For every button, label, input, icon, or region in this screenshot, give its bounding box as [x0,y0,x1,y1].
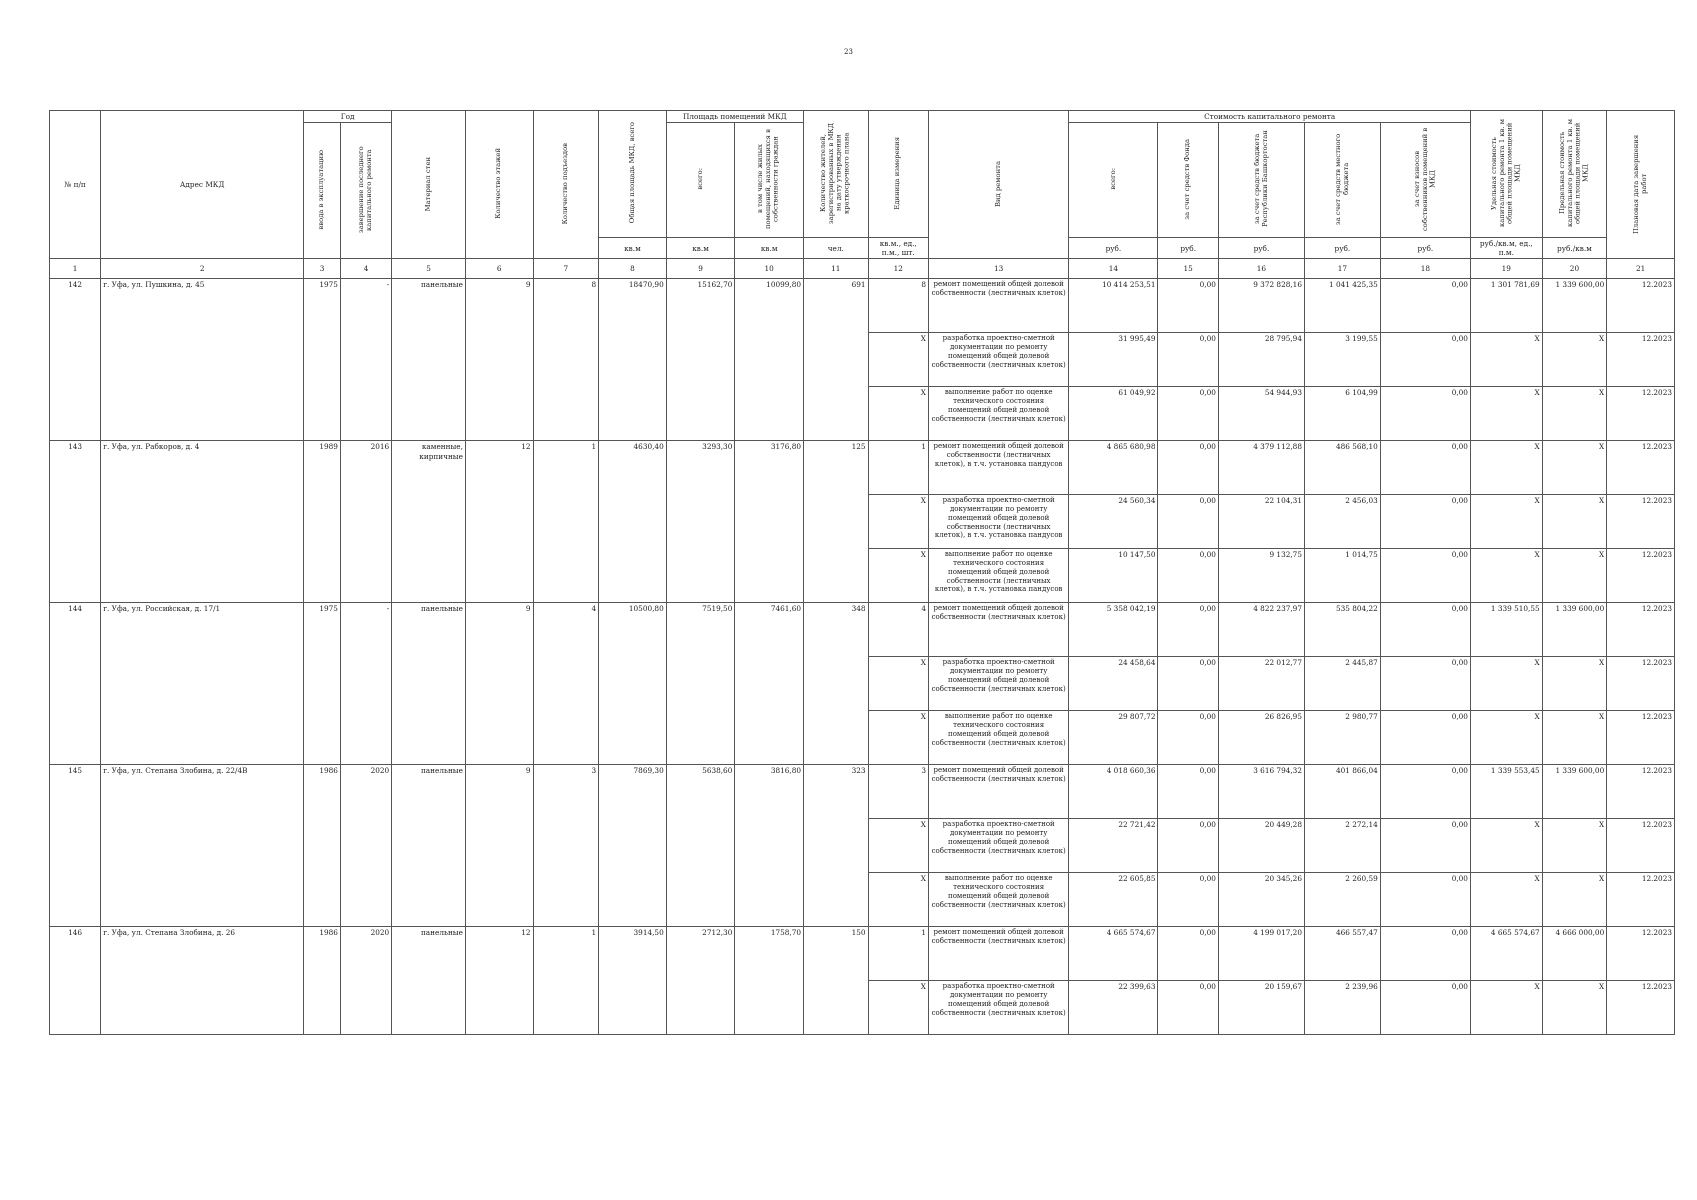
header-total-area: Общая площадь МКД, всего [599,111,667,238]
unit-cost-cell: 1 339 510,55 [1470,603,1542,657]
plan-date-cell: 12.2023 [1607,495,1675,549]
unit-cost-cell: X [1470,873,1542,927]
cost-local-cell: 2 239,96 [1304,981,1380,1035]
cost-owners-cell: 0,00 [1380,765,1470,819]
cost-local-cell: 2 980,77 [1304,711,1380,765]
unit-cell: X [868,819,928,873]
work-type-cell: разработка проектно-сметной документации по ремонту помещений общей долевой собственности (лестничных клеток) [928,333,1068,387]
cost-local-cell: 401 866,04 [1304,765,1380,819]
header-entrances: Количество подъездов [533,111,599,259]
column-number: 14 [1069,259,1158,279]
cost-fund-cell: 0,00 [1158,927,1218,981]
wall-material-cell: панельные [392,279,466,441]
table-row [50,279,1675,333]
cost-local-cell: 1 041 425,35 [1304,279,1380,333]
cost-total-cell: 4 665 574,67 [1069,927,1158,981]
premises-owned-cell: 10099,80 [735,279,804,441]
cost-fund-cell: 0,00 [1158,981,1218,1035]
unit-rub-1: руб. [1069,238,1158,259]
cost-total-cell: 10 147,50 [1069,549,1158,603]
column-number: 16 [1218,259,1304,279]
premises-owned-cell: 3816,80 [735,765,804,927]
work-type-cell: ремонт помещений общей долевой собственности (лестничных клеток), в т.ч. установка пандусов [928,441,1068,495]
column-number: 21 [1607,259,1675,279]
header-cost-rb: за счет средств бюджета Республики Башкортостан [1218,123,1304,238]
column-number: 6 [465,259,533,279]
unit-cell: X [868,549,928,603]
year-last-repair-cell: 2020 [340,927,391,1035]
column-number: 9 [666,259,735,279]
max-cost-cell: X [1542,387,1607,441]
max-cost-cell: 1 339 600,00 [1542,765,1607,819]
cost-fund-cell: 0,00 [1158,657,1218,711]
row-number: 145 [50,765,101,927]
total-area-cell: 4630,40 [599,441,667,603]
cost-owners-cell: 0,00 [1380,981,1470,1035]
column-number: 17 [1304,259,1380,279]
unit-cell: X [868,387,928,441]
entrances-cell: 8 [533,279,599,441]
unit-cell: X [868,333,928,387]
cost-total-cell: 22 605,85 [1069,873,1158,927]
max-cost-cell: X [1542,333,1607,387]
cost-fund-cell: 0,00 [1158,603,1218,657]
row-number: 146 [50,927,101,1035]
cost-rb-cell: 22 012,77 [1218,657,1304,711]
unit-cell: X [868,873,928,927]
cost-total-cell: 24 458,64 [1069,657,1158,711]
unit-cost-cell: X [1470,387,1542,441]
work-type-cell: разработка проектно-сметной документации по ремонту помещений общей долевой собственности (лестничных клеток), в т.ч. установка пандусов [928,495,1068,549]
work-type-cell: разработка проектно-сметной документации по ремонту помещений общей долевой собственности (лестничных клеток) [928,981,1068,1035]
max-cost-cell: X [1542,819,1607,873]
cost-owners-cell: 0,00 [1380,657,1470,711]
cost-fund-cell: 0,00 [1158,765,1218,819]
cost-fund-cell: 0,00 [1158,387,1218,441]
unit-rub-per: руб./кв.м, ед., п.м. [1470,238,1542,259]
year-last-repair-cell: - [340,279,391,441]
entrances-cell: 1 [533,927,599,1035]
plan-date-cell: 12.2023 [1607,333,1675,387]
cost-rb-cell: 4 822 237,97 [1218,603,1304,657]
residents-cell: 323 [804,765,869,927]
column-number: 18 [1380,259,1470,279]
unit-rub-sqm: руб./кв.м [1542,238,1607,259]
cost-local-cell: 2 456,03 [1304,495,1380,549]
header-cost-total: всего: [1069,123,1158,238]
unit-rub-5: руб. [1380,238,1470,259]
cost-total-cell: 5 358 042,19 [1069,603,1158,657]
column-number: 13 [928,259,1068,279]
cost-rb-cell: 20 345,26 [1218,873,1304,927]
column-number: 10 [735,259,804,279]
plan-date-cell: 12.2023 [1607,981,1675,1035]
cost-local-cell: 6 104,99 [1304,387,1380,441]
address-cell: г. Уфа, ул. Российская, д. 17/1 [101,603,304,765]
unit-cell: 4 [868,603,928,657]
cost-local-cell: 486 568,10 [1304,441,1380,495]
cost-fund-cell: 0,00 [1158,549,1218,603]
cost-rb-cell: 28 795,94 [1218,333,1304,387]
column-number: 15 [1158,259,1218,279]
cost-rb-cell: 26 826,95 [1218,711,1304,765]
header-plan-date: Плановая дата завершения работ [1607,111,1675,259]
cost-owners-cell: 0,00 [1380,441,1470,495]
header-cost-fund: за счет средств Фонда [1158,123,1218,238]
work-type-cell: выполнение работ по оценке технического состояния помещений общей долевой собственности (лестничных клеток) [928,711,1068,765]
header-premises-total: всего: [666,123,735,238]
unit-sqm-3: кв.м [735,238,804,259]
plan-date-cell: 12.2023 [1607,873,1675,927]
header-max-cost: Предельная стоимость капитального ремонта 1 кв. м общей площади помещений МКД [1542,111,1607,238]
wall-material-cell: панельные [392,927,466,1035]
table-row [50,927,1675,981]
cost-fund-cell: 0,00 [1158,441,1218,495]
header-unit: Единица измерения [868,111,928,238]
plan-date-cell: 12.2023 [1607,819,1675,873]
cost-rb-cell: 9 372 828,16 [1218,279,1304,333]
cost-local-cell: 535 804,22 [1304,603,1380,657]
cost-owners-cell: 0,00 [1380,819,1470,873]
max-cost-cell: X [1542,873,1607,927]
unit-cell: X [868,981,928,1035]
premises-owned-cell: 1758,70 [735,927,804,1035]
entrances-cell: 3 [533,765,599,927]
max-cost-cell: X [1542,549,1607,603]
unit-cost-cell: X [1470,333,1542,387]
cost-owners-cell: 0,00 [1380,549,1470,603]
unit-cell: 1 [868,927,928,981]
work-type-cell: ремонт помещений общей долевой собственности (лестничных клеток) [928,765,1068,819]
header-premises: Площадь помещений МКД [666,111,803,123]
page-number: 23 [844,48,853,56]
cost-total-cell: 22 721,42 [1069,819,1158,873]
max-cost-cell: X [1542,441,1607,495]
premises-total-cell: 3293,30 [666,441,735,603]
work-type-cell: ремонт помещений общей долевой собственности (лестничных клеток) [928,927,1068,981]
column-numbers-row [50,259,1675,279]
cost-local-cell: 3 199,55 [1304,333,1380,387]
work-type-cell: ремонт помещений общей долевой собственности (лестничных клеток) [928,279,1068,333]
year-commission-cell: 1986 [304,765,341,927]
year-commission-cell: 1975 [304,279,341,441]
unit-cost-cell: X [1470,819,1542,873]
floors-cell: 12 [465,441,533,603]
column-number: 1 [50,259,101,279]
header-cost-local: за счет средств местного бюджета [1304,123,1380,238]
entrances-cell: 1 [533,441,599,603]
plan-date-cell: 12.2023 [1607,549,1675,603]
header-address: Адрес МКД [101,111,304,259]
cost-owners-cell: 0,00 [1380,279,1470,333]
column-number: 20 [1542,259,1607,279]
plan-date-cell: 12.2023 [1607,279,1675,333]
row-number: 142 [50,279,101,441]
unit-rub-2: руб. [1158,238,1218,259]
repair-plan-table [49,110,1675,1035]
unit-cell: X [868,495,928,549]
row-number: 143 [50,441,101,603]
cost-total-cell: 4 018 660,36 [1069,765,1158,819]
column-number: 2 [101,259,304,279]
cost-owners-cell: 0,00 [1380,711,1470,765]
plan-date-cell: 12.2023 [1607,387,1675,441]
cost-total-cell: 10 414 253,51 [1069,279,1158,333]
plan-date-cell: 12.2023 [1607,927,1675,981]
wall-material-cell: панельные [392,765,466,927]
address-cell: г. Уфа, ул. Рабкоров, д. 4 [101,441,304,603]
premises-total-cell: 7519,50 [666,603,735,765]
total-area-cell: 10500,80 [599,603,667,765]
wall-material-cell: каменные, кирпичные [392,441,466,603]
header-unit-cost: Удельная стоимость капитального ремонта 1 кв. м общей площади помещений МКД [1470,111,1542,238]
premises-owned-cell: 7461,60 [735,603,804,765]
entrances-cell: 4 [533,603,599,765]
unit-sqm-2: кв.м [666,238,735,259]
work-type-cell: выполнение работ по оценке технического состояния помещений общей долевой собственности (лестничных клеток), в т.ч. установка пандусов [928,549,1068,603]
year-last-repair-cell: 2016 [340,441,391,603]
cost-total-cell: 61 049,92 [1069,387,1158,441]
work-type-cell: разработка проектно-сметной документации по ремонту помещений общей долевой собственности (лестничных клеток) [928,819,1068,873]
max-cost-cell: X [1542,981,1607,1035]
cost-local-cell: 2 445,87 [1304,657,1380,711]
unit-rub-4: руб. [1304,238,1380,259]
cost-rb-cell: 20 159,67 [1218,981,1304,1035]
unit-people: чел. [804,238,869,259]
cost-owners-cell: 0,00 [1380,495,1470,549]
column-number: 11 [804,259,869,279]
plan-date-cell: 12.2023 [1607,765,1675,819]
header-year-last-repair: завершение последнего капитального ремонта [340,123,391,259]
cost-fund-cell: 0,00 [1158,333,1218,387]
plan-date-cell: 12.2023 [1607,711,1675,765]
unit-sqm: кв.м [599,238,667,259]
residents-cell: 691 [804,279,869,441]
header-floors: Количество этажей [465,111,533,259]
cost-total-cell: 31 995,49 [1069,333,1158,387]
year-commission-cell: 1986 [304,927,341,1035]
year-last-repair-cell: - [340,603,391,765]
unit-measure: кв.м., ед., п.м., шт. [868,238,928,259]
column-number: 3 [304,259,341,279]
work-type-cell: разработка проектно-сметной документации по ремонту помещений общей долевой собственности (лестничных клеток) [928,657,1068,711]
unit-cost-cell: X [1470,981,1542,1035]
header-cost: Стоимость капитального ремонта [1069,111,1471,123]
cost-rb-cell: 3 616 794,32 [1218,765,1304,819]
column-number: 12 [868,259,928,279]
plan-date-cell: 12.2023 [1607,603,1675,657]
header-residents: Количество жителей, зарегистрированных в МКД на дату утверждения краткосрочного плана [804,111,869,238]
cost-owners-cell: 0,00 [1380,387,1470,441]
unit-cell: 1 [868,441,928,495]
year-last-repair-cell: 2020 [340,765,391,927]
max-cost-cell: 1 339 600,00 [1542,279,1607,333]
table-body [50,279,1675,1035]
residents-cell: 348 [804,603,869,765]
unit-cost-cell: X [1470,495,1542,549]
max-cost-cell: 1 339 600,00 [1542,603,1607,657]
cost-rb-cell: 54 944,93 [1218,387,1304,441]
floors-cell: 9 [465,765,533,927]
unit-cost-cell: X [1470,549,1542,603]
row-number: 144 [50,603,101,765]
cost-total-cell: 24 560,34 [1069,495,1158,549]
column-number: 8 [599,259,667,279]
cost-rb-cell: 4 379 112,88 [1218,441,1304,495]
header-year: Год [304,111,392,123]
cost-rb-cell: 4 199 017,20 [1218,927,1304,981]
unit-cost-cell: 1 301 781,69 [1470,279,1542,333]
table-row [50,765,1675,819]
floors-cell: 9 [465,603,533,765]
cost-total-cell: 22 399,63 [1069,981,1158,1035]
cost-local-cell: 2 272,14 [1304,819,1380,873]
plan-date-cell: 12.2023 [1607,657,1675,711]
unit-cost-cell: 1 339 553,45 [1470,765,1542,819]
plan-date-cell: 12.2023 [1607,441,1675,495]
column-number: 19 [1470,259,1542,279]
header-no: № п/п [50,111,101,259]
max-cost-cell: 4 666 000,00 [1542,927,1607,981]
cost-rb-cell: 9 132,75 [1218,549,1304,603]
work-type-cell: ремонт помещений общей долевой собственности (лестничных клеток) [928,603,1068,657]
cost-local-cell: 466 557,47 [1304,927,1380,981]
header-cost-owners: за счет взносов собственников помещений в МКД [1380,123,1470,238]
total-area-cell: 18470,90 [599,279,667,441]
cost-owners-cell: 0,00 [1380,873,1470,927]
cost-fund-cell: 0,00 [1158,819,1218,873]
column-number: 4 [340,259,391,279]
work-type-cell: выполнение работ по оценке технического состояния помещений общей долевой собственности (лестничных клеток) [928,387,1068,441]
total-area-cell: 3914,50 [599,927,667,1035]
address-cell: г. Уфа, ул. Степана Злобина, д. 22/4В [101,765,304,927]
premises-total-cell: 2712,30 [666,927,735,1035]
table-row [50,603,1675,657]
address-cell: г. Уфа, ул. Пушкина, д. 45 [101,279,304,441]
max-cost-cell: X [1542,657,1607,711]
cost-total-cell: 4 865 680,98 [1069,441,1158,495]
cost-fund-cell: 0,00 [1158,279,1218,333]
header-work-type: Вид ремонта [928,111,1068,259]
cost-total-cell: 29 807,72 [1069,711,1158,765]
cost-fund-cell: 0,00 [1158,495,1218,549]
max-cost-cell: X [1542,711,1607,765]
column-number: 5 [392,259,466,279]
floors-cell: 12 [465,927,533,1035]
cost-local-cell: 1 014,75 [1304,549,1380,603]
floors-cell: 9 [465,279,533,441]
unit-cost-cell: X [1470,711,1542,765]
premises-total-cell: 5638,60 [666,765,735,927]
cost-owners-cell: 0,00 [1380,927,1470,981]
residents-cell: 125 [804,441,869,603]
unit-cell: X [868,657,928,711]
cost-local-cell: 2 260,59 [1304,873,1380,927]
work-type-cell: выполнение работ по оценке технического состояния помещений общей долевой собственности (лестничных клеток) [928,873,1068,927]
cost-owners-cell: 0,00 [1380,333,1470,387]
wall-material-cell: панельные [392,603,466,765]
premises-owned-cell: 3176,80 [735,441,804,603]
unit-cost-cell: X [1470,441,1542,495]
cost-rb-cell: 22 104,31 [1218,495,1304,549]
premises-total-cell: 15162,70 [666,279,735,441]
header-year-commission: ввода в эксплуатацию [304,123,341,259]
unit-rub-3: руб. [1218,238,1304,259]
header-wall: Материал стен [392,111,466,259]
table-header [50,111,1675,279]
year-commission-cell: 1989 [304,441,341,603]
address-cell: г. Уфа, ул. Степана Злобина, д. 26 [101,927,304,1035]
cost-fund-cell: 0,00 [1158,873,1218,927]
unit-cost-cell: X [1470,657,1542,711]
residents-cell: 150 [804,927,869,1035]
table-row [50,441,1675,495]
header-premises-owned: в том числе жилых помещений, находящихся в собственности граждан [735,123,804,238]
max-cost-cell: X [1542,495,1607,549]
column-number: 7 [533,259,599,279]
unit-cell: 3 [868,765,928,819]
cost-rb-cell: 20 449,28 [1218,819,1304,873]
unit-cost-cell: 4 665 574,67 [1470,927,1542,981]
cost-fund-cell: 0,00 [1158,711,1218,765]
total-area-cell: 7869,30 [599,765,667,927]
year-commission-cell: 1975 [304,603,341,765]
cost-owners-cell: 0,00 [1380,603,1470,657]
unit-cell: 8 [868,279,928,333]
unit-cell: X [868,711,928,765]
